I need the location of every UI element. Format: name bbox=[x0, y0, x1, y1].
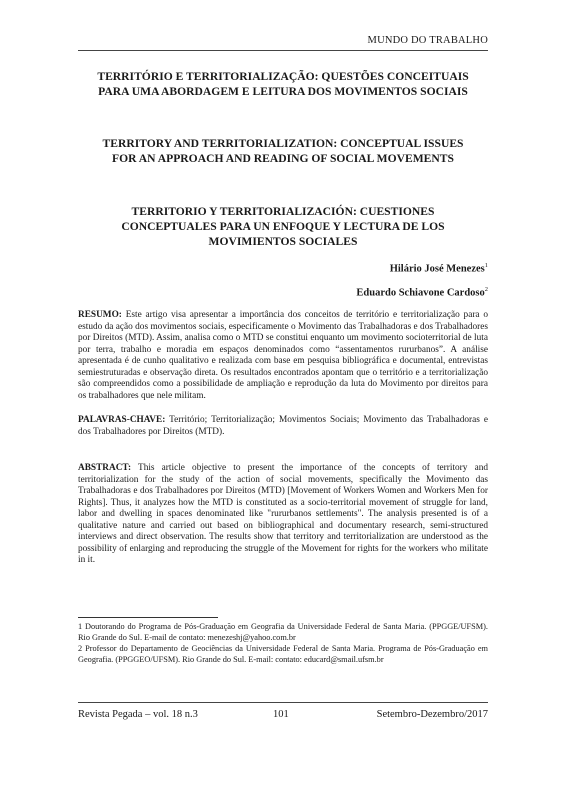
footer-divider bbox=[78, 702, 488, 703]
abstract-paragraph bbox=[78, 463, 488, 567]
footer-page-number: 101 bbox=[273, 709, 289, 720]
footer-journal: Revista Pegada – vol. 18 n.3 bbox=[78, 709, 198, 720]
resumo-paragraph bbox=[78, 310, 488, 402]
abstract-text: This article objective to present the importance of the concepts of territory and territorialization for the study of the action of social movements, specifically the Movimento das Trabalhadoras e dos Trabalhadores por Direitos (MTD) [Movement of Workers Women and Workers Men for Rights]. Thus, it analyzes how the MTD is constituted as a socio-territorial movement of struggle for land, labor and dwelling in spaces denominated like "rururbanos settlements". The analysis presented is of a qualitative nature and carried out based on bibliographical and documentary research, semi-structured interviews and direct observation. The results show that territory and territorialization are understood as the possibility of enlarging and reproducing the struggle of the Movement for rights for the workers who militate in it. bbox=[78, 463, 488, 565]
keywords-paragraph bbox=[78, 415, 488, 438]
title-spanish: TERRITORIO Y TERRITORIALIZACIÓN: CUESTIONES CONCEPTUALES PARA UN ENFOQUE Y LECTURA DE LOS MOVIMIENTOS SOCIALES bbox=[121, 205, 445, 248]
author-1 bbox=[390, 262, 488, 275]
footnote-mark[interactable]: 1 bbox=[484, 262, 488, 269]
abstract-label: ABSTRACT: bbox=[78, 463, 132, 473]
title-portuguese: TERRITÓRIO E TERRITORIALIZAÇÃO: QUESTÕES CONCEITUAIS PARA UMA ABORDAGEM E LEITURA DOS MOVIMENTOS SOCIAIS bbox=[97, 70, 469, 98]
keywords-label: PALAVRAS-CHAVE: bbox=[78, 415, 166, 425]
author-name: Hilário José Menezes bbox=[389, 263, 485, 275]
footnote-mark[interactable]: 2 bbox=[484, 286, 488, 293]
footnote-2: 2 Professor do Departamento de Geociências da Universidade Federal de Santa Maria. Programa de Pós-Graduação em Geografia. (PPGGEO/UFSM). Rio Grande do Sul. E-mail: contato: educard@smail.ufsm.br bbox=[78, 644, 488, 664]
footer-date: Setembro-Dezembro/2017 bbox=[376, 709, 488, 720]
footnote-divider bbox=[78, 617, 218, 618]
author-name: Eduardo Schiavone Cardoso bbox=[356, 287, 485, 299]
footnote-1: 1 Doutorando do Programa de Pós-Graduação em Geografia da Universidade Federal de Santa Maria. (PPGGE/UFSM). Rio Grande do Sul. E-mail de contato: menezeshj@yahoo.com.br bbox=[78, 622, 488, 642]
resumo-text: Este artigo visa apresentar a importância dos conceitos de território e territorialização para o estudo da ação dos movimentos sociais, especificamente o Movimento das Trabalhadoras e dos Trabalhadores por Direitos (MTD). Assim, analisa como o MTD se constitui enquanto um movimento socioterritorial de luta por terra, trabalho e moradia em espaços denominados como “assentamentos rururbanos”. A análise apresentada é de cunho qualitativo e realizada com base em pesquisa bibliográfica e documental, entrevistas semiestruturadas e observação direta. Os resultados encontrados apontam que o território e a territorialização são compreendidos como a possibilidade de ampliação e reprodução da luta do Movimento por direitos para os trabalhadores que nele militam. bbox=[78, 310, 489, 401]
resumo-label: RESUMO: bbox=[78, 310, 122, 320]
keywords-text: Território; Territorialização; Movimentos Sociais; Movimento das Trabalhadoras e dos Trabalhadores por Direitos (MTD). bbox=[78, 415, 488, 437]
title-english: TERRITORY AND TERRITORIALIZATION: CONCEPTUAL ISSUES FOR AN APPROACH AND READING OF SOCIAL MOVEMENTS bbox=[102, 137, 464, 165]
author-2 bbox=[356, 286, 488, 299]
section-label: MUNDO DO TRABALHO bbox=[367, 35, 488, 46]
header-divider bbox=[78, 50, 488, 51]
